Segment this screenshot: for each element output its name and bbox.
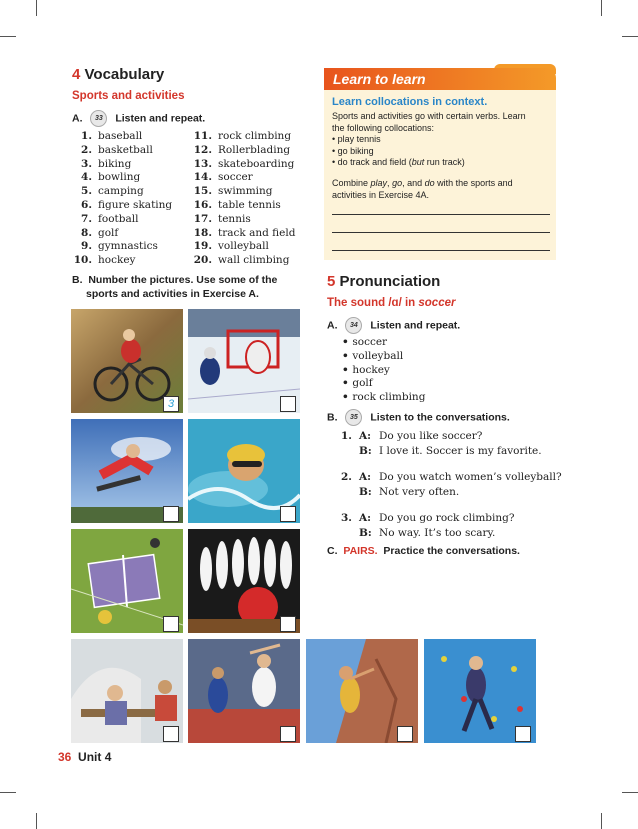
vocabulary-item: [190, 227, 320, 241]
conversation-line-b: [341, 485, 571, 500]
conversation: [341, 429, 571, 458]
exercise-instruction: Number the pictures. Use some of the: [88, 274, 278, 286]
line-text: Do you like soccer?: [379, 430, 483, 442]
crop-mark: [622, 36, 638, 37]
item-text: camping: [98, 185, 144, 198]
line-text: No way. It’s too scary.: [379, 526, 496, 539]
exercise-5c-heading: [327, 545, 520, 557]
item-text: tennis: [218, 212, 251, 225]
learn-to-learn-body: [324, 90, 556, 260]
text-run: play: [370, 178, 388, 188]
crop-mark: [36, 813, 37, 829]
vocabulary-item: [190, 130, 320, 144]
conversation-line-a: [341, 470, 571, 485]
item-text: baseball: [98, 130, 143, 142]
answer-box[interactable]: [163, 506, 179, 522]
crop-mark: [622, 792, 638, 793]
section5-number: 5: [327, 273, 336, 290]
audio-track-icon[interactable]: 34: [345, 317, 362, 334]
crop-mark: [36, 0, 37, 16]
conversation: [341, 511, 571, 540]
answer-box[interactable]: [280, 726, 296, 742]
learn-combine: [332, 178, 550, 201]
vocabulary-item: [70, 158, 200, 172]
learn-to-learn-panel: [324, 64, 556, 260]
text-run: ,: [387, 178, 393, 188]
text-run: run track): [424, 157, 465, 167]
item-number: 10.: [73, 254, 92, 267]
section5-subtitle: [327, 297, 455, 309]
word-text: rock climbing: [352, 391, 426, 404]
bullet-icon: •: [342, 377, 353, 390]
crop-mark: [601, 813, 602, 829]
item-number: 8.: [81, 226, 92, 239]
item-number: 7.: [81, 212, 92, 225]
vocabulary-item: [70, 171, 200, 185]
word-text: golf: [352, 377, 373, 390]
learn-to-learn-subtitle: Learn collocations in context.: [332, 96, 488, 108]
text-line: activities in Exercise 4A.: [332, 189, 430, 200]
text-run: The sound /: [327, 297, 392, 309]
exercise-instruction: sports and activities in Exercise A.: [86, 288, 259, 300]
section4-subtitle: Sports and activities: [72, 90, 185, 102]
answer-box[interactable]: [163, 616, 179, 632]
collocation-bullet: • go biking: [332, 145, 374, 156]
answer-box[interactable]: [280, 616, 296, 632]
exercise-5b-heading: [327, 409, 510, 426]
vocabulary-item: [190, 213, 320, 227]
conversation-line-a: [341, 511, 571, 526]
line-text: Do you go rock climbing?: [379, 512, 515, 524]
vocabulary-item: [70, 240, 200, 254]
text-run: Combine: [332, 178, 371, 188]
item-number: 1.: [81, 130, 92, 142]
exercise-letter: B.: [327, 411, 338, 424]
section4-title: [72, 66, 164, 83]
answer-box[interactable]: 3: [163, 396, 179, 412]
speaker-a: A:: [359, 430, 372, 442]
conversation: [341, 470, 571, 499]
item-text: gymnastics: [98, 240, 158, 253]
vocabulary-item: [190, 171, 320, 185]
exercise-instruction: Listen and repeat.: [115, 112, 206, 125]
crop-mark: [601, 0, 602, 16]
item-text: hockey: [98, 254, 136, 267]
exercise-5a-heading: [327, 317, 460, 334]
collocation-bullet: • play tennis: [332, 134, 381, 144]
text-line: [332, 178, 550, 190]
item-text: figure skating: [98, 198, 173, 211]
pronunciation-word: [342, 350, 425, 364]
speaker-b: B:: [359, 526, 372, 539]
item-text: rock climbing: [218, 130, 292, 142]
item-text: biking: [98, 157, 132, 170]
item-number: 13.: [193, 157, 212, 170]
item-number: 14.: [193, 171, 212, 184]
item-text: golf: [98, 226, 119, 239]
vocabulary-item: [70, 213, 200, 227]
vocabulary-item: [70, 144, 200, 158]
answer-box[interactable]: [280, 396, 296, 412]
item-number: 15.: [193, 185, 212, 198]
bullet-icon: •: [342, 391, 353, 404]
audio-track-icon[interactable]: 35: [345, 409, 362, 426]
exercise-4b-heading: [72, 273, 277, 301]
item-number: 4.: [81, 171, 92, 184]
page-footer: [58, 750, 111, 764]
exercise-4a-heading: [72, 110, 205, 127]
exercise-letter: A.: [327, 319, 338, 332]
vocabulary-item: [70, 254, 200, 268]
item-number: 19.: [193, 240, 212, 253]
exercise-letter: C.: [327, 545, 338, 557]
exercise-instruction: Practice the conversations.: [383, 545, 520, 557]
exercise-instruction: Listen to the conversations.: [370, 411, 510, 424]
answer-box[interactable]: [397, 726, 413, 742]
unit-label: Unit 4: [78, 750, 112, 764]
conversation-list: [341, 429, 571, 552]
text-line: the following collocations:: [332, 122, 435, 133]
answer-box[interactable]: [163, 726, 179, 742]
pronunciation-word: [342, 391, 425, 405]
item-number: 20.: [193, 254, 212, 267]
text-run: • do track and field (: [332, 157, 412, 167]
item-number: 11.: [193, 130, 212, 142]
item-text: Rollerblading: [218, 143, 291, 156]
learn-to-learn-header: [324, 68, 556, 90]
vocabulary-item: [70, 130, 200, 144]
text-line: Sports and activities go with certain verbs. Learn: [332, 111, 526, 121]
exercise-instruction: Listen and repeat.: [370, 319, 461, 332]
bullet-icon: •: [342, 336, 353, 348]
section4-number: 4: [72, 66, 81, 83]
speaker-b: B:: [359, 444, 372, 457]
conversation-line-b: [341, 526, 571, 541]
audio-track-icon[interactable]: 33: [90, 110, 107, 127]
conversation-number: 2.: [341, 471, 352, 483]
text-run: with the sports and: [434, 178, 513, 188]
item-text: volleyball: [218, 240, 269, 253]
text-run: go: [392, 178, 403, 188]
answer-box[interactable]: [515, 726, 531, 742]
item-number: 12.: [193, 143, 212, 156]
vocabulary-item: [70, 227, 200, 241]
word-text: soccer: [352, 336, 388, 348]
pronunciation-word: [342, 364, 425, 378]
pairs-label: PAIRS.: [343, 545, 378, 557]
line-text: Do you watch women’s volleyball?: [379, 471, 562, 483]
item-number: 9.: [81, 240, 92, 253]
vocabulary-item: [190, 144, 320, 158]
writing-line[interactable]: [332, 250, 550, 251]
text-run: / in: [398, 297, 419, 309]
speaker-a: A:: [359, 471, 372, 483]
item-text: swimming: [218, 185, 273, 198]
answer-box[interactable]: [280, 506, 296, 522]
item-text: track and field: [218, 226, 296, 239]
vocabulary-item: [70, 185, 200, 199]
conversation-number: 3.: [341, 512, 352, 524]
vocabulary-item: [70, 199, 200, 213]
item-number: 6.: [81, 198, 92, 211]
crop-mark: [0, 36, 16, 37]
exercise-letter: B.: [72, 274, 83, 286]
item-number: 17.: [193, 212, 212, 225]
vocabulary-item: [190, 240, 320, 254]
vocabulary-item: [190, 199, 320, 213]
vocabulary-item: [190, 185, 320, 199]
item-text: wall climbing: [218, 254, 290, 267]
item-number: 18.: [193, 226, 212, 239]
learn-intro: [332, 111, 550, 169]
item-number: 3.: [81, 157, 92, 170]
item-text: football: [98, 212, 139, 225]
item-number: 16.: [193, 198, 212, 211]
line-text: I love it. Soccer is my favorite.: [379, 444, 542, 457]
item-text: basketball: [98, 143, 153, 156]
item-number: 2.: [81, 143, 92, 156]
conversation-line-a: [341, 429, 571, 444]
word-text: volleyball: [352, 349, 404, 362]
pronunciation-word: [342, 377, 425, 391]
item-text: bowling: [98, 171, 141, 184]
bullet-icon: •: [342, 349, 353, 362]
item-text: soccer: [218, 171, 253, 184]
exercise-letter: A.: [72, 112, 83, 125]
conversation-line-b: [341, 444, 571, 459]
vocabulary-list-1: [70, 130, 200, 268]
line-text: Not very often.: [379, 485, 460, 498]
word-text: hockey: [352, 363, 390, 376]
writing-line[interactable]: [332, 232, 550, 233]
writing-line[interactable]: [332, 214, 550, 215]
text-run: ɑ: [391, 297, 399, 309]
vocabulary-item: [190, 158, 320, 172]
pronunciation-word: [342, 336, 425, 350]
learn-to-learn-title: Learn to learn: [333, 71, 426, 87]
section5-title: [327, 273, 440, 290]
text-run: , and: [402, 178, 425, 188]
speaker-a: A:: [359, 512, 372, 524]
item-text: skateboarding: [218, 157, 295, 170]
text-run: soccer: [418, 297, 456, 309]
crop-mark: [0, 792, 16, 793]
text-run: but: [411, 157, 425, 167]
conversation-number: 1.: [341, 430, 352, 442]
text-run: do: [424, 178, 435, 188]
vocabulary-list-2: [190, 130, 320, 268]
item-text: table tennis: [218, 198, 281, 211]
speaker-b: B:: [359, 485, 372, 498]
vocabulary-item: [190, 254, 320, 268]
item-number: 5.: [81, 185, 92, 198]
collocation-bullet: [332, 157, 550, 169]
section5-title-text: Pronunciation: [339, 273, 441, 290]
section4-title-text: Vocabulary: [84, 66, 165, 83]
page-number: 36: [58, 750, 72, 764]
bullet-icon: •: [342, 363, 353, 376]
pronunciation-word-list: [342, 336, 425, 405]
